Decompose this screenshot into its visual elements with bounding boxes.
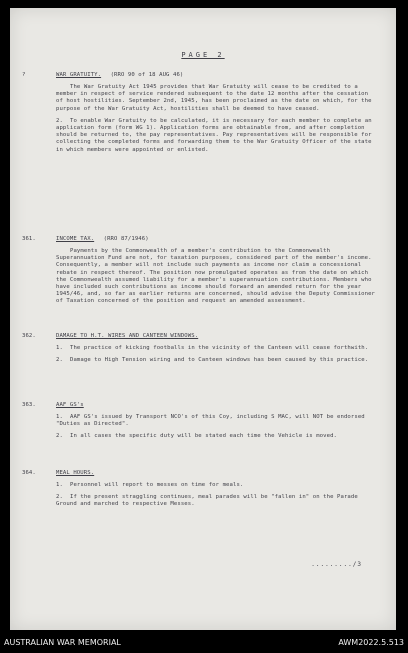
section-heading [22,470,376,479]
section-title: DAMAGE TO H.T. WIRES AND CANTEEN WINDOWS. [56,333,199,339]
paragraph-number: 1. [56,414,63,420]
section-income-tax [22,236,376,311]
credit-accession-number: AWM2022.5.513 [338,638,404,647]
section-heading [22,333,376,342]
section-title: MEAL HOURS. [56,470,95,476]
paragraph-text: If the present straggling continues, meal parades will be "fallen in" on the Parade Ground and marched to respective Messes. [56,494,358,508]
section-war-gratuity [22,72,376,159]
section-title: WAR GRATUITY. [56,72,102,78]
section-title: INCOME TAX. [56,236,95,242]
section-title: AAF GS's [56,402,84,408]
paragraph-text: To enable War Gratuity to be calculated, it is necessary for each member to complete an application form (form WG 1). Application forms are obtainable from, and after completion should be returned to, the pay representatives. Pay representatives will be responsible for collecting the completed forms and forwarding them to the War Gratuity Officer of the state in which members were appointed or enlisted. [56,117,372,153]
paragraph-text: AAF GS's issued by Transport NCO's of this Coy, including S MAC, will NOT be endorsed "Duties as Directed". [56,414,365,428]
paragraph-text: In all cases the specific duty will be stated each time the Vehicle is moved. [70,433,338,440]
paragraph-number: 2. [56,117,63,124]
section-heading [22,236,376,245]
continuation-marker: ........./3 [311,561,362,568]
credit-bar [0,633,408,653]
paragraph-text: Payments by the Commonwealth of a member's contribution to the Commonwealth Superannuation Fund are not, for taxation purposes, considered part of the member's income. Consequently, a member will not include such payments as income nor claim a concessional rebate in respect thereof. The position now promulgated operates as from the date on which the Commonwealth assumed liability for a member's superannuation contributions. Members who have included such contributions as income should forward an amended return for the year 1945/46, and, so far as earlier returns are concerned, should advise the Deputy Commissioner of Taxation concerned of the position and request an amended assessment. [56,248,376,305]
paragraph [56,433,376,440]
paragraph [56,494,376,508]
section-number: 362. [22,333,36,339]
section-number: 364. [22,470,36,476]
paragraph-number: 1. [56,345,63,351]
section-number: ? [22,72,26,78]
credit-institution: AUSTRALIAN WAR MEMORIAL [4,638,121,647]
section-damage-wires-windows [22,333,376,369]
section-aaf-gs [22,402,376,446]
section-number: 361. [22,236,36,242]
paragraph-number: 2. [56,357,63,364]
paragraph-number: 2. [56,433,63,440]
document-page [10,8,396,630]
paragraph-text: Personnel will report to messes on time for meals. [70,482,244,488]
paragraph [56,345,376,352]
paragraph [56,482,376,489]
paragraph [56,248,376,306]
section-reference: (RRO 90 of 18 AUG 46) [110,72,184,78]
section-number: 363. [22,402,36,408]
paragraph-number: 2. [56,494,63,501]
section-reference: (RRO 87/1946) [103,236,149,242]
page-header [10,52,396,59]
section-heading [22,402,376,411]
paragraph [56,357,376,364]
paragraph-text: The practice of kicking footballs in the vicinity of the Canteen will cease forthwith. [70,345,369,351]
section-heading [22,72,376,81]
paragraph [56,84,376,113]
paragraph [56,118,376,154]
paragraph-text: The War Gratuity Act 1945 provides that War Gratuity will cease to be credited to a member in respect of service rendered subsequent to the date 12 months after the cessation of host hostilities. September 2nd, 1945, has been proclaimed as the date on which, for the purpose of the War Gratuity Act, hostilities shall be deemed to have ceased. [56,84,372,112]
paragraph-text: Damage to High Tension wiring and to Canteen windows has been caused by this practice. [70,357,369,364]
paragraph [56,414,376,428]
paragraph-number: 1. [56,482,63,488]
page-header-text: PAGE 2 [181,51,225,59]
section-meal-hours [22,470,376,514]
